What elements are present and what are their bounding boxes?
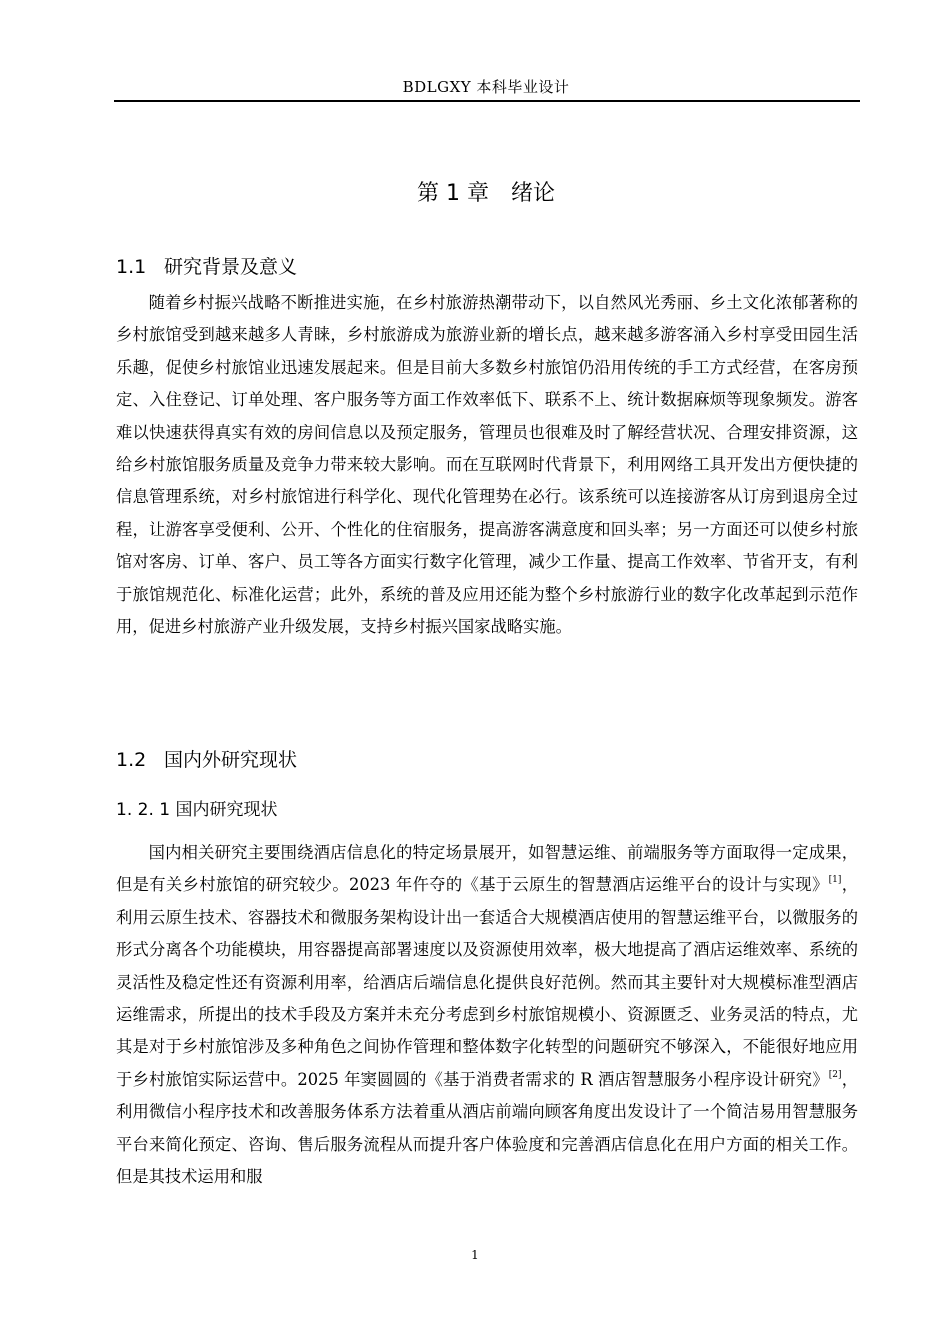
subsection-heading-1-2-1: 1. 2. 1 国内研究现状 xyxy=(116,800,278,820)
paragraph-domestic-research xyxy=(116,837,858,1193)
paragraph-text: 国内相关研究主要围绕酒店信息化的特定场景展开，如智慧运维、前端服务等方面取得一定成果，但是有关乡村旅馆的研究较少。2023 年仵夺的《基于云原生的智慧酒店运维平台的设计与实现》 xyxy=(116,843,858,895)
section-number: 1.2 xyxy=(116,749,147,771)
section-title: 研究背景及意义 xyxy=(164,256,298,278)
paragraph-text: ，利用微信小程序技术和改善服务体系方法着重从酒店前端向顾客角度出发设计了一个简洁易用智慧服务平台来简化预定、咨询、售后服务流程从而提升客户体验度和完善酒店信息化在用户方面的相关工作。但是其技术运用和服 xyxy=(116,1069,858,1187)
citation-ref: [2] xyxy=(828,1069,842,1080)
section-number: 1.1 xyxy=(116,256,147,278)
paragraph-text: ，利用云原生技术、容器技术和微服务架构设计出一套适合大规模酒店使用的智慧运维平台，以微服务的形式分离各个功能模块，用容器提高部署速度以及资源使用效率，极大地提高了酒店运维效率、系统的灵活性及稳定性还有资源利用率，给酒店后端信息化提供良好范例。然而其主要针对大规模标准型酒店运维需求，所提出的技术手段及方案并未充分考虑到乡村旅馆规模小、资源匮乏、业务灵活的特点，尤其是对于乡村旅馆涉及多种角色之间协作管理和整体数字化转型的问题研究不够深入，不能很好地应用于乡村旅馆实际运营中。2025 年窦圆圆的《基于消费者需求的 R 酒店智慧服务小程序设计研究》 xyxy=(116,875,858,1089)
chapter-number: 第 1 章 xyxy=(417,181,489,206)
section-heading-1-1 xyxy=(116,253,297,281)
chapter-name: 绪论 xyxy=(510,181,555,206)
header-rule xyxy=(114,100,860,102)
section-title: 国内外研究现状 xyxy=(164,749,298,771)
page-number: 1 xyxy=(471,1248,479,1262)
paragraph-background: 随着乡村振兴战略不断推进实施，在乡村旅游热潮带动下，以自然风光秀丽、乡土文化浓郁著称的乡村旅馆受到越来越多人青睐，乡村旅游成为旅游业新的增长点，越来越多游客涌入乡村享受田园生活乐趣，促使乡村旅馆业迅速发展起来。但是目前大多数乡村旅馆仍沿用传统的手工方式经营，在客房预定、入住登记、订单处理、客户服务等方面工作效率低下、联系不上、统计数据麻烦等现象频发。游客难以快速获得真实有效的房间信息以及预定服务，管理员也很难及时了解经营状况、合理安排资源，这给乡村旅馆服务质量及竞争力带来较大影响。而在互联网时代背景下，利用网络工具开发出方便快捷的信息管理系统，对乡村旅馆进行科学化、现代化管理势在必行。该系统可以连接游客从订房到退房全过程，让游客享受便利、公开、个性化的住宿服务，提高游客满意度和回头率；另一方面还可以使乡村旅馆对客房、订单、客户、员工等各方面实行数字化管理，减少工作量、提高工作效率、节省开支，有利于旅馆规范化、标准化运营；此外，系统的普及应用还能为整个乡村旅游行业的数字化改革起到示范作用，促进乡村旅游产业升级发展，支持乡村振兴国家战略实施。 xyxy=(116,293,858,637)
section-heading-1-2 xyxy=(116,746,297,774)
running-header: BDLGXY 本科毕业设计 xyxy=(402,78,570,96)
chapter-title xyxy=(114,178,858,210)
citation-ref: [1] xyxy=(828,875,842,886)
